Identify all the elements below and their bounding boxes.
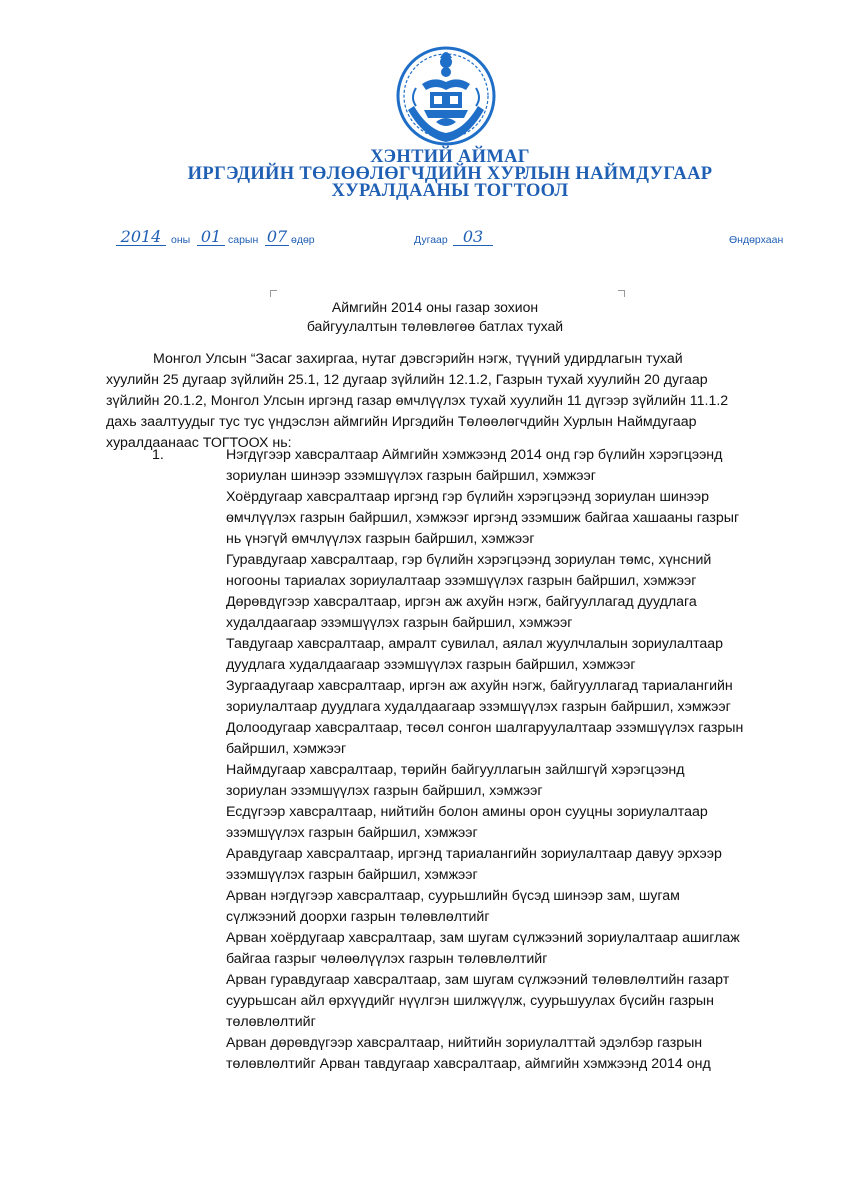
list-item-line: өмчлүүлэх газрын байршил, хэмжээг иргэнд эзэмшиж байгаа хашааны газрыг bbox=[226, 510, 740, 526]
list-item-line: Аравдугаар хавсралтаар, иргэнд тариалангийн зориулалтаар давуу эрхээр bbox=[226, 846, 722, 862]
state-emblem-icon bbox=[394, 40, 498, 152]
list-item-line: Арван дөрөвдүгээр хавсралтаар, нийтийн зориулалттай эдэлбэр газрын bbox=[226, 1035, 703, 1051]
list-item-line: Наймдугаар хавсралтаар, төрийн байгууллагын зайлшгүй хэрэгцээнд bbox=[226, 762, 685, 778]
list-item-line: төлөвлөлтийг bbox=[226, 1014, 316, 1030]
title-line-1: Аймгийн 2014 оны газар зохион bbox=[331, 299, 539, 315]
list-item-line: ногооны тариалах зориулалтаар эзэмшүүлэх газрын байршил, хэмжээг bbox=[226, 573, 697, 589]
list-item-line: байршил, хэмжээг bbox=[226, 741, 347, 757]
intro-paragraph bbox=[106, 349, 806, 454]
list-item-line: дуудлага худалдаагаар эзэмшүүлэх газрын байршил, хэмжээг bbox=[226, 657, 636, 673]
intro-line-5: хуралдаанаас ТОГТООХ нь: bbox=[106, 435, 292, 451]
list-item-line: Арван хоёрдугаар хавсралтаар, зам шугам сүлжээний зориулалтаар ашиглаж bbox=[226, 930, 740, 946]
list-item-line: зориулан шинээр эзэмшүүлэх газрын байршил, хэмжээг bbox=[226, 468, 596, 484]
place-name: Өндөрхаан bbox=[729, 234, 784, 246]
list-item bbox=[226, 592, 796, 634]
list-item bbox=[226, 550, 796, 592]
list-item-line: Тавдугаар хавсралтаар, амралт сувилал, аялал жуулчлалын зориулалтаар bbox=[226, 636, 724, 652]
list-item-line: Арван гуравдугаар хавсралтаар, зам шугам сүлжээний төлөвлөлтийн газарт bbox=[226, 972, 730, 988]
list-item-line: Есдүгээр хавсралтаар, нийтийн болон амины орон сууцны зориулалтаар bbox=[226, 804, 708, 820]
list-item bbox=[226, 802, 796, 844]
list-item-line: суурьшсан айл өрхүүдийг нүүлгэн шилжүүлж, суурьшуулах бүсийн газрын bbox=[226, 993, 714, 1009]
date-line bbox=[0, 229, 850, 253]
list-item-line: Арван нэгдүгээр хавсралтаар, суурьшлийн бүсэд шинээр зам, шугам bbox=[226, 888, 680, 904]
list-item bbox=[226, 970, 796, 1033]
intro-line-2: хуулийн 25 дугаар зүйлийн 25.1, 12 дугаар зүйлийн 12.1.2, Газрын тухай хуулийн 20 дугаар bbox=[106, 372, 708, 388]
intro-line-4: дахь заалтуудыг тус тус үндэслэн аймгийн Иргэдийн Төлөөлөгчдийн Хурлын Наймдугаар bbox=[106, 414, 697, 430]
list-item-line: Зургаадугаар хавсралтаар, иргэн аж ахуйн нэгж, байгууллагад тариалангийн bbox=[226, 678, 733, 694]
list-item bbox=[226, 445, 796, 487]
date-day: 07 bbox=[266, 227, 288, 246]
number-label: Дугаар bbox=[414, 234, 448, 246]
list-item bbox=[226, 886, 796, 928]
list-number: 1. bbox=[152, 447, 164, 463]
list-item-line: сүлжээний доорхи газрын төлөвлөлтийг bbox=[226, 909, 490, 925]
list-item bbox=[226, 487, 796, 550]
list-item bbox=[226, 634, 796, 676]
list-item-line: нь үнэгүй өмчлүүлэх газрын байршил, хэмжээг bbox=[226, 531, 535, 547]
intro-line-3: зүйлийн 20.1.2, Монгол Улсын иргэнд газар өмчлүүлэх тухай хуулийн 11 дүгээр зүйлийн 11.1.2 bbox=[106, 393, 729, 409]
intro-line-1: Монгол Улсын “Засаг захиргаа, нутаг дэвсгэрийн нэгж, түүний удирдлагын тухай bbox=[153, 351, 683, 367]
list-item-line: зориулалтаар дуудлага худалдаагаар эзэмшүүлэх газрын байршил, хэмжээг bbox=[226, 699, 731, 715]
date-month: 01 bbox=[197, 229, 225, 246]
list-item-line: Нэгдүгээр хавсралтаар Аймгийн хэмжээнд 2014 онд гэр бүлийн хэрэгцээнд bbox=[226, 447, 723, 463]
list-item bbox=[226, 718, 796, 760]
header-line-1: ХЭНТИЙ АЙМАГ bbox=[370, 147, 530, 167]
list-item bbox=[226, 844, 796, 886]
list-item-line: Долоодугаар хавсралтаар, төсөл сонгон шалгаруулалтаар эзэмшүүлэх газрын bbox=[226, 720, 744, 736]
month-label: сарын bbox=[228, 234, 259, 246]
list-items bbox=[226, 445, 796, 1075]
document-number: 03 bbox=[453, 229, 493, 246]
header-line-2: ИРГЭДИЙН ТӨЛӨӨЛӨГЧДИЙН ХУРЛЫН НАЙМДУГААР bbox=[187, 164, 713, 184]
list-item bbox=[226, 1033, 796, 1075]
date-year: 2014 bbox=[116, 229, 166, 246]
list-item-line: эзэмшүүлэх газрын байршил, хэмжээг bbox=[226, 825, 478, 841]
list-item-line: худалдаагаар эзэмшүүлэх газрын байршил, хэмжээг bbox=[226, 615, 573, 631]
year-label: оны bbox=[171, 234, 191, 246]
list-item bbox=[226, 928, 796, 970]
title-line-2: байгуулалтын төлөвлөгөө батлах тухай bbox=[306, 318, 564, 334]
day-label: өдөр bbox=[291, 234, 315, 246]
list-item-line: байгаа газрыг чөлөөлүүлэх газрын төлөвлөлтийг bbox=[226, 951, 548, 967]
list-item bbox=[226, 676, 796, 718]
list-item-line: Дөрөвдүгээр хавсралтаар, иргэн аж ахуйн нэгж, байгууллагад дуудлага bbox=[226, 594, 697, 610]
list-item-line: Гуравдугаар хавсралтаар, гэр бүлийн хэрэгцээнд зориулан төмс, хүнсний bbox=[226, 552, 712, 568]
title-bracket-left bbox=[270, 290, 277, 297]
list-item-line: төлөвлөлтийг Арван тавдугаар хавсралтаар, аймгийн хэмжээнд 2014 онд bbox=[226, 1056, 711, 1072]
header-line-3: ХУРАЛДААНЫ ТОГТООЛ bbox=[331, 181, 569, 201]
list-item-line: эзэмшүүлэх газрын байршил, хэмжээг bbox=[226, 867, 478, 883]
list-item bbox=[226, 760, 796, 802]
list-item-line: зориулан эзэмшүүлэх газрын байршил, хэмжээг bbox=[226, 783, 543, 799]
title-bracket-right bbox=[618, 290, 625, 297]
document-body bbox=[106, 349, 806, 1072]
list-item-line: Хоёрдугаар хавсралтаар иргэнд гэр бүлийн хэрэгцээнд зориулан шинээр bbox=[226, 489, 710, 505]
document-title bbox=[200, 298, 670, 336]
